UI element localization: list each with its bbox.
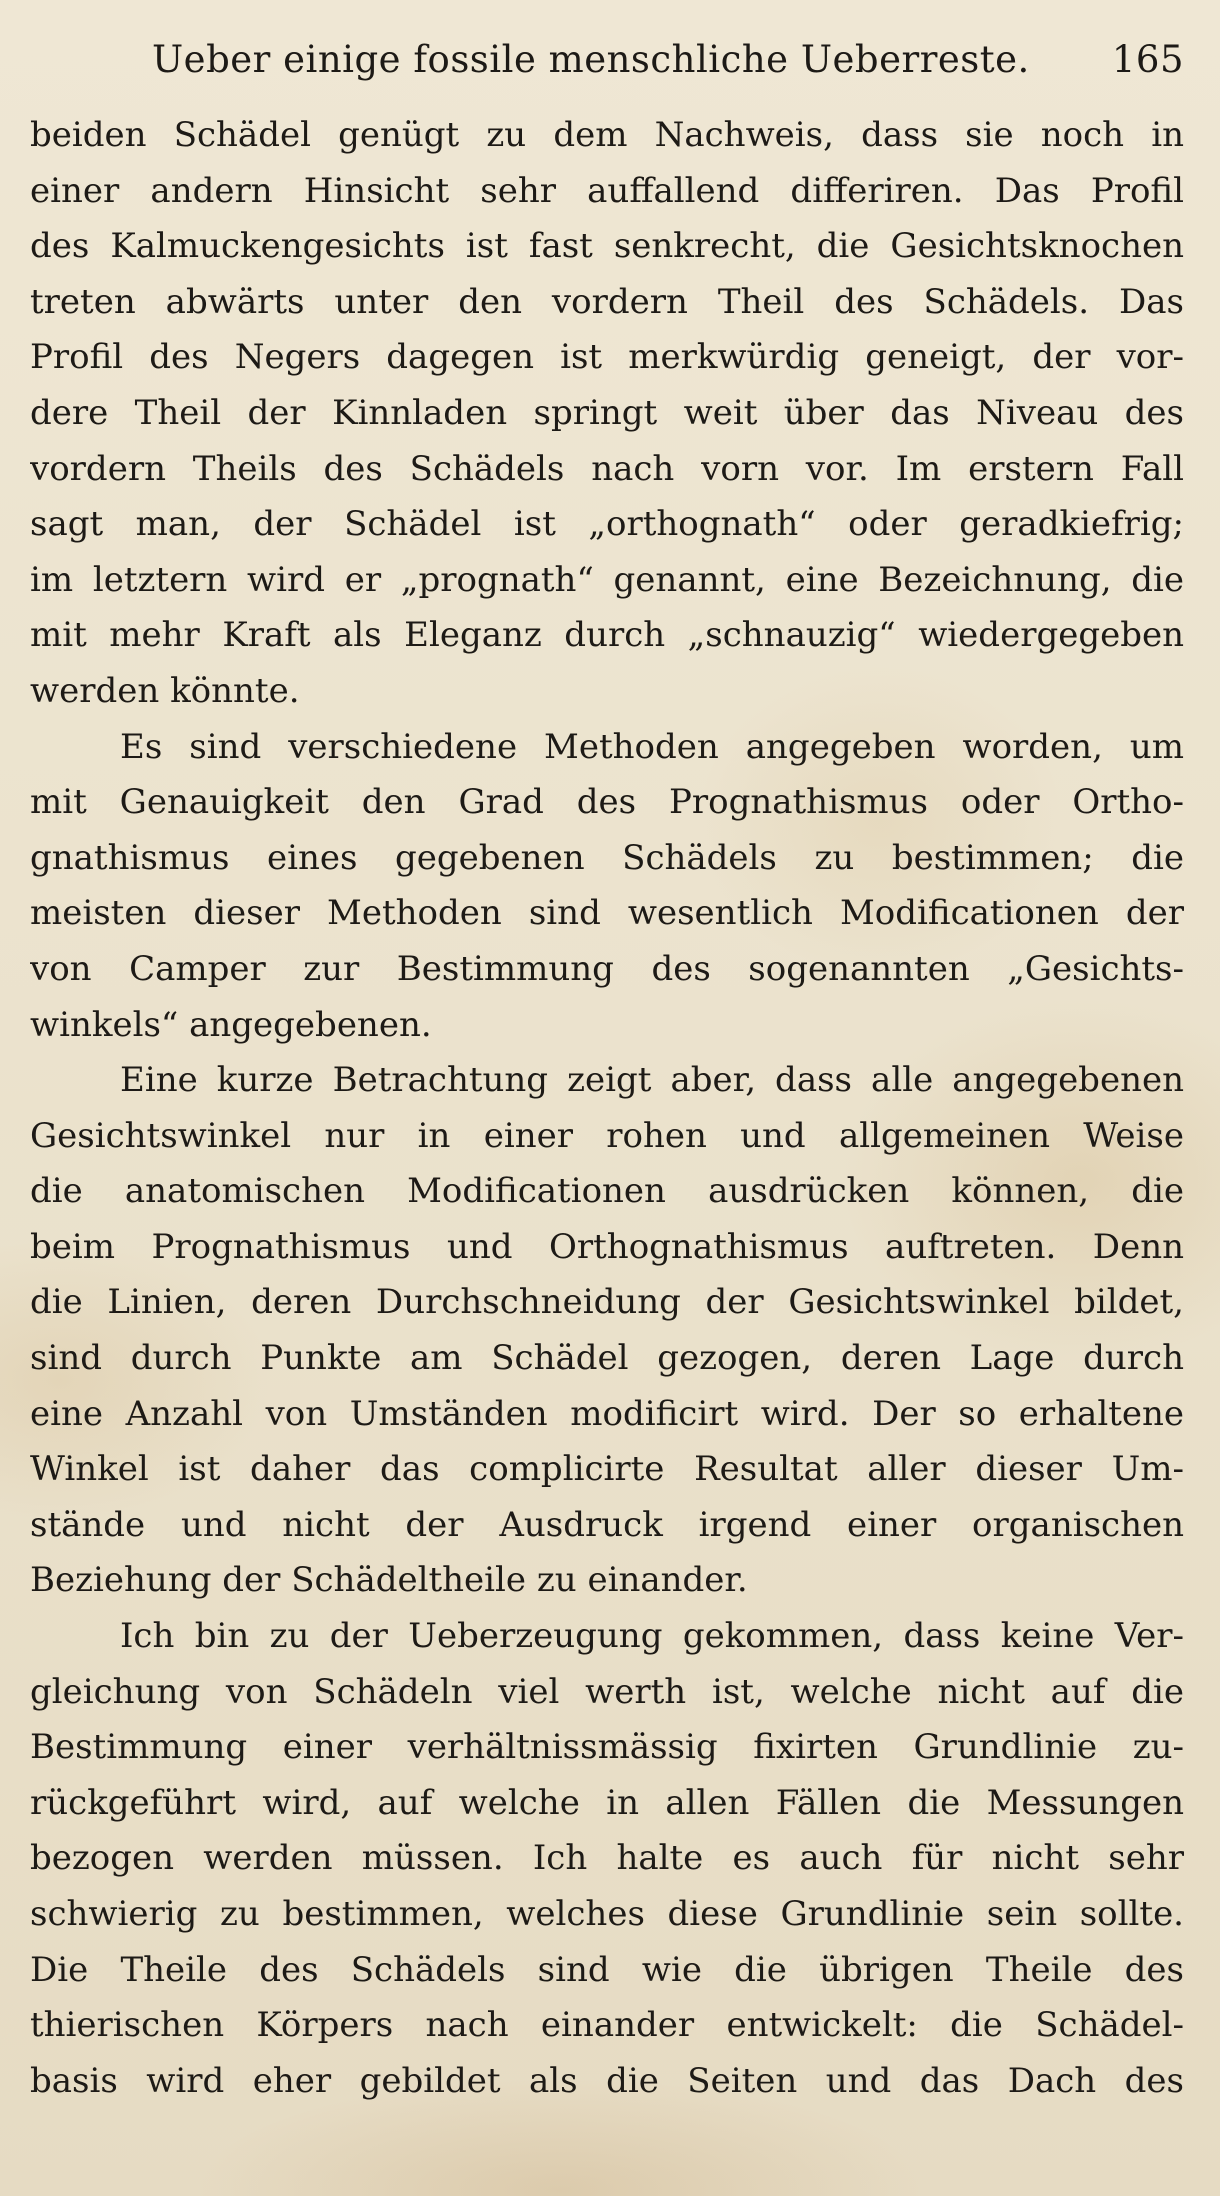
text-line: stände und nicht der Ausdruck irgend einer organischen (30, 1504, 1184, 1545)
text-line: thierischen Körpers nach einander entwickelt: die Schädel- (30, 2005, 1184, 2046)
running-title: Ueber einige fossile menschliche Ueberreste. (152, 38, 1030, 81)
page-header (152, 38, 1184, 96)
text-line: Bestimmung einer verhältnissmässig fixirten Grundlinie zu- (30, 1727, 1184, 1768)
text-line: basis wird eher gebildet als die Seiten und das Dach des (30, 2060, 1184, 2101)
text-line: gleichung von Schädeln viel werth ist, welche nicht auf die (30, 1671, 1184, 1712)
text-line: die anatomischen Modificationen ausdrücken können, die (30, 1171, 1184, 1212)
paragraph-start-line: Ich bin zu der Ueberzeugung gekommen, dass keine Ver- (120, 1616, 1184, 1657)
text-line: eine Anzahl von Umständen modificirt wird. Der so erhaltene (30, 1393, 1184, 1434)
paragraph-end-line: winkels“ angegebenen. (30, 1004, 432, 1045)
text-line: einer andern Hinsicht sehr auffallend differiren. Das Profil (30, 170, 1184, 211)
paragraph-start-line: Eine kurze Betrachtung zeigt aber, dass alle angegebenen (120, 1060, 1184, 1101)
text-line: Gesichtswinkel nur in einer rohen und allgemeinen Weise (30, 1115, 1184, 1156)
page-number: 165 (1111, 38, 1184, 81)
text-line: mit mehr Kraft als Eleganz durch „schnauzig“ wiedergegeben (30, 615, 1184, 656)
text-line: im letztern wird er „prognath“ genannt, eine Bezeichnung, die (30, 559, 1184, 600)
paragraph-start-line: Es sind verschiedene Methoden angegeben worden, um (120, 726, 1184, 767)
text-line: die Linien, deren Durchschneidung der Gesichtswinkel bildet, (30, 1282, 1184, 1323)
text-line: rückgeführt wird, auf welche in allen Fällen die Messungen (30, 1782, 1184, 1823)
text-line: bezogen werden müssen. Ich halte es auch für nicht sehr (30, 1838, 1184, 1879)
text-line: schwierig zu bestimmen, welches diese Grundlinie sein sollte. (30, 1894, 1184, 1934)
text-line: vordern Theils des Schädels nach vorn vor. Im erstern Fall (30, 448, 1184, 489)
text-line: treten abwärts unter den vordern Theil des Schädels. Das (30, 281, 1184, 322)
text-line: gnathismus eines gegebenen Schädels zu bestimmen; die (30, 837, 1184, 878)
text-line: mit Genauigkeit den Grad des Prognathismus oder Ortho- (30, 782, 1184, 823)
text-line: dere Theil der Kinnladen springt weit über das Niveau des (30, 392, 1184, 433)
text-line: Profil des Negers dagegen ist merkwürdig geneigt, der vor- (30, 337, 1184, 378)
text-line: Die Theile des Schädels sind wie die übrigen Theile des (30, 1949, 1184, 1990)
paragraph-end-line: werden könnte. (30, 670, 300, 711)
text-line: meisten dieser Methoden sind wesentlich Modificationen der (30, 893, 1184, 934)
text-line: Winkel ist daher das complicirte Resultat aller dieser Um- (30, 1449, 1184, 1490)
text-line: sind durch Punkte am Schädel gezogen, deren Lage durch (30, 1338, 1184, 1379)
text-line: beim Prognathismus und Orthognathismus auftreten. Denn (30, 1226, 1184, 1267)
text-line: beiden Schädel genügt zu dem Nachweis, dass sie noch in (30, 115, 1184, 155)
text-line: sagt man, der Schädel ist „orthognath“ oder geradkiefrig; (30, 504, 1184, 545)
paragraph-end-line: Beziehung der Schädeltheile zu einander. (30, 1560, 748, 1601)
body-text (30, 108, 1184, 2109)
text-line: von Camper zur Bestimmung des sogenannten „Gesichts- (30, 948, 1184, 989)
text-line: des Kalmuckengesichts ist fast senkrecht, die Gesichtsknochen (30, 226, 1184, 267)
